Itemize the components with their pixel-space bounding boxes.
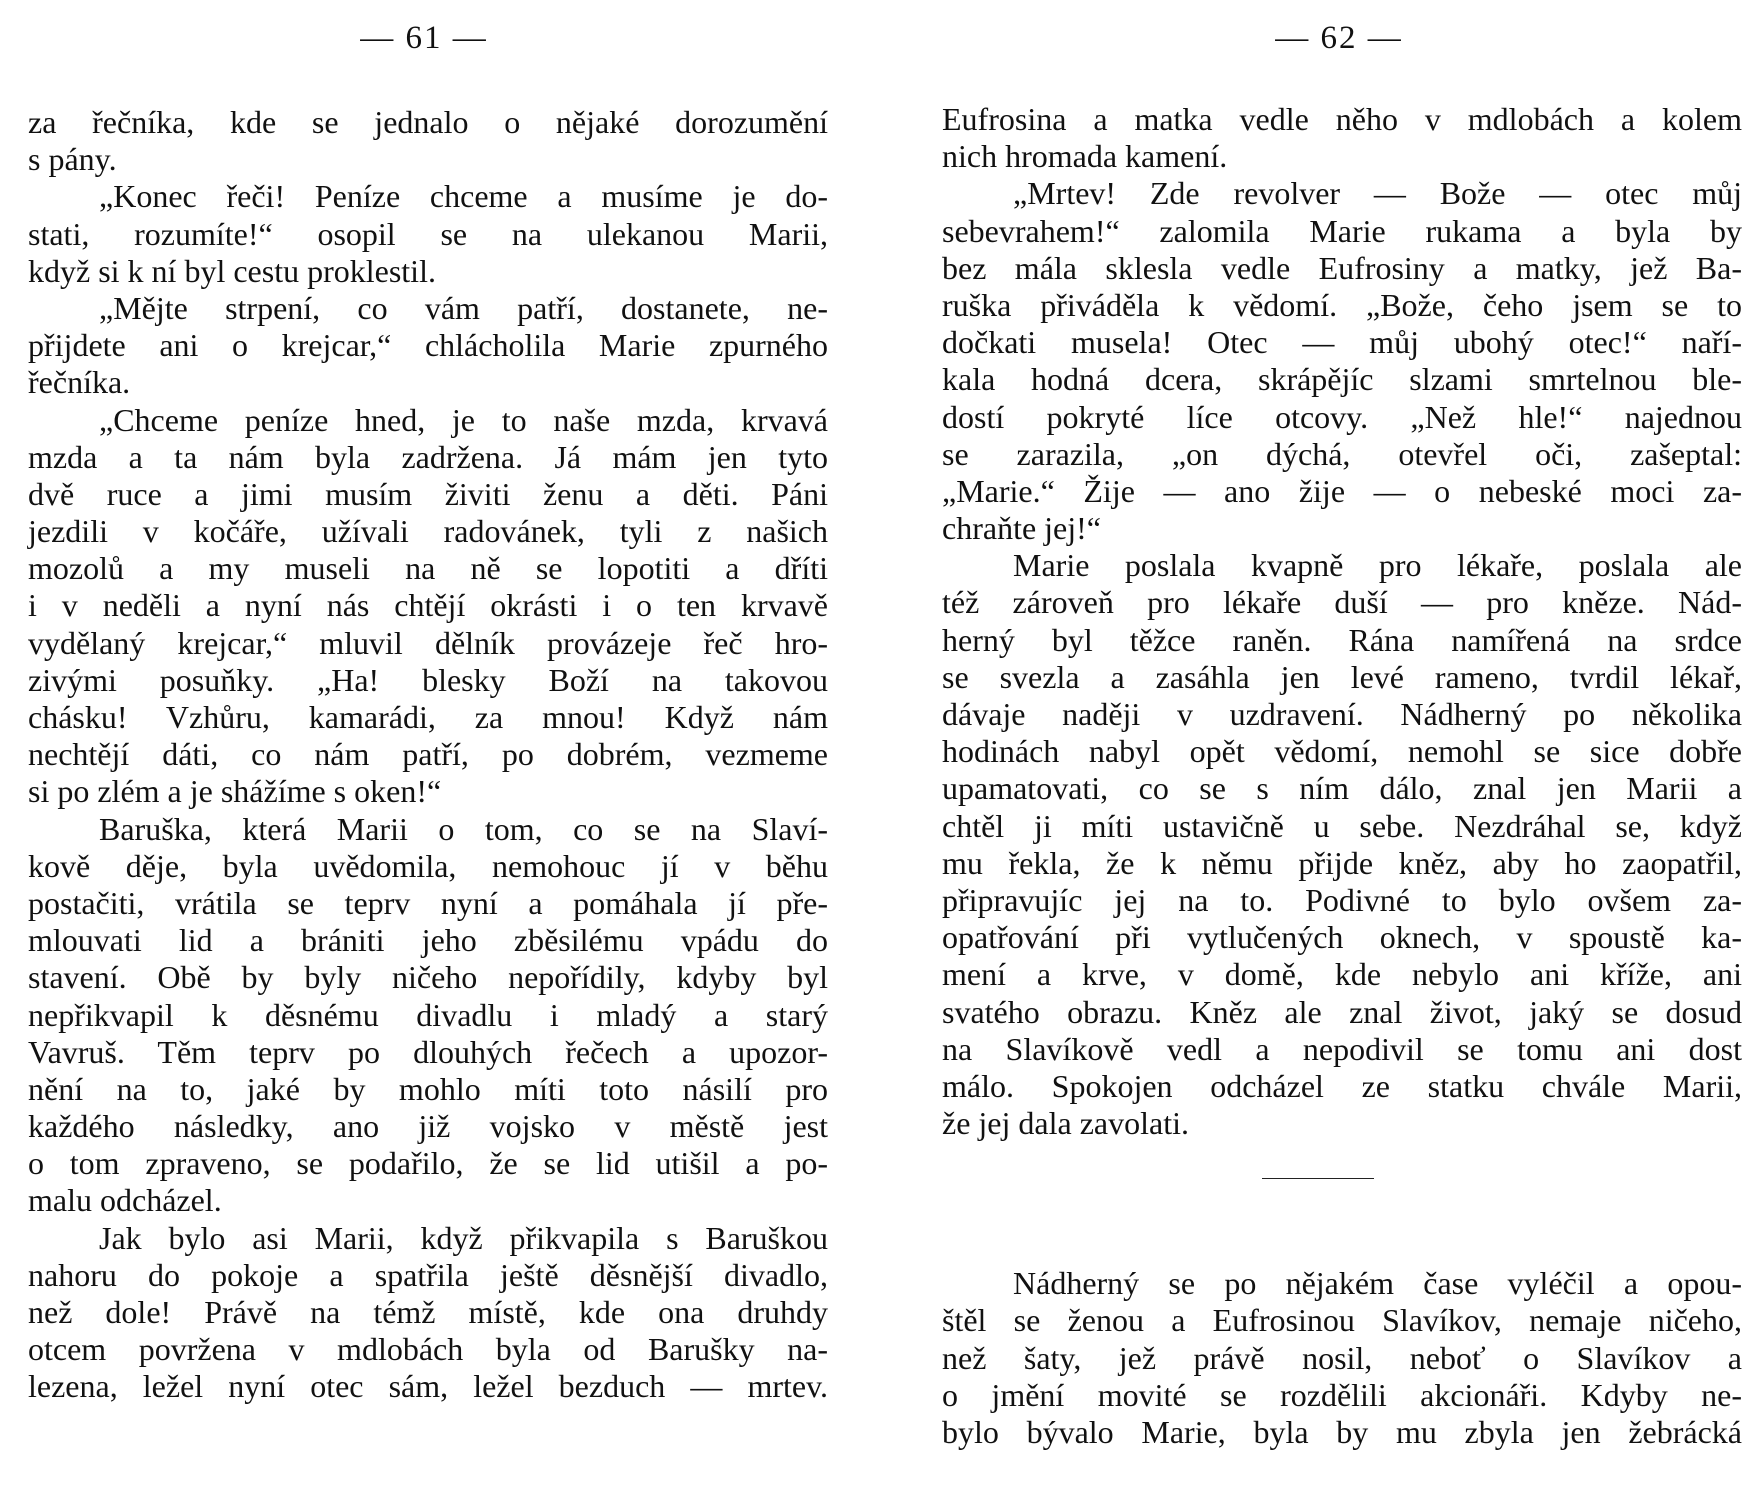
- text-line: „Mrtev! Zde revolver — Bože — otec můj: [1013, 175, 1742, 212]
- text-line: též zároveň pro lékaře duší — pro kněze. Nád-: [942, 584, 1742, 621]
- text-line: mzda a ta nám byla zadržena. Já mám jen tyto: [28, 438, 828, 475]
- text-line: bylo bývalo Marie, byla by mu zbyla jen žebrácká: [942, 1414, 1742, 1450]
- text-line: se svezla a zasáhla jen levé rameno, tvrdil lékař,: [942, 658, 1742, 695]
- text-line: stati, rozumíte!“ osopil se na ulekanou Marii,: [28, 215, 828, 252]
- section-spacer: [942, 1179, 1742, 1265]
- right-page: [942, 0, 1742, 1500]
- text-line: „Marie.“ Žije — ano žije — o nebeské moci za-: [942, 472, 1742, 509]
- text-line: s pány.: [28, 141, 117, 178]
- text-line: hodinách nabyl opět vědomí, nemohl se sice dobře: [942, 733, 1742, 770]
- text-line: chásku! Vzhůru, kamarádi, za mnou! Když nám: [28, 699, 828, 735]
- text-line: herný byl těžce raněn. Rána namířená na srdce: [942, 621, 1742, 658]
- text-line: nění na to, jaké by mohlo míti toto násilí pro: [28, 1070, 828, 1107]
- text-line: málo. Spokojen odcházel ze statku chvále Marii,: [942, 1067, 1742, 1104]
- page-number-left: — 61 —: [360, 20, 488, 56]
- text-line: přijdete ani o krejcar,“ chlácholila Marie zpurného: [28, 327, 828, 364]
- text-line: Baruška, která Marii o tom, co se na Slaví-: [99, 810, 828, 847]
- text-line: bez mála sklesla vedle Eufrosiny a matky, jež Ba-: [942, 249, 1742, 286]
- text-line: řečníka.: [28, 364, 131, 401]
- text-line: vydělaný krejcar,“ mluvil dělník provázeje řeč hro-: [28, 624, 828, 661]
- text-line: když si k ní byl cestu proklestil.: [28, 252, 436, 289]
- text-line: malu odcházel.: [28, 1182, 222, 1219]
- text-line: „Konec řeči! Peníze chceme a musíme je do-: [99, 178, 828, 215]
- text-line: „Mějte strpení, co vám patří, dostanete, ne-: [99, 289, 828, 326]
- text-line: nechtějí dáti, co nám patří, po dobrém, vezmeme: [28, 736, 828, 773]
- text-line: Nádherný se po nějakém čase vyléčil a opou-: [1013, 1265, 1742, 1302]
- text-line: na Slavíkově vedl a nepodivil se tomu ani dost: [942, 1030, 1742, 1067]
- text-line: než dole! Právě na témž místě, kde ona druhdy: [28, 1294, 828, 1330]
- left-page: [28, 0, 828, 1500]
- text-line: „Chceme peníze hned, je to naše mzda, krvavá: [99, 401, 828, 438]
- text-line: opatřování při vytlučených oknech, v spoustě ka-: [942, 919, 1742, 956]
- text-line: ruška přiváděla k vědomí. „Bože, čeho jsem se to: [942, 286, 1742, 323]
- text-line: že jej dala zavolati.: [942, 1105, 1189, 1142]
- text-line: nahoru do pokoje a spatřila ještě děsnější divadlo,: [28, 1256, 828, 1293]
- text-line: kově děje, byla uvědomila, nemohouc jí v běhu: [28, 847, 828, 884]
- text-line: Marie poslala kvapně pro lékaře, poslala ale: [1013, 547, 1742, 584]
- text-line: dočkati musela! Otec — můj ubohý otec!“ naří-: [942, 324, 1742, 361]
- text-line: svatého obrazu. Kněz ale znal život, jaký se dosud: [942, 993, 1742, 1030]
- text-line: připravujíc jej na to. Podivné to bylo ovšem za-: [942, 881, 1742, 918]
- text-line: Vavruš. Těm teprv po dlouhých řečech a upozor-: [28, 1033, 828, 1070]
- text-line: jezdili v kočáře, užívali radovánek, tyli z našich: [28, 513, 828, 550]
- text-line: štěl se ženou a Eufrosinou Slavíkov, nemaje ničeho,: [942, 1302, 1742, 1339]
- text-line: Eufrosina a matka vedle něho v mdlobách a kolem: [942, 101, 1742, 137]
- text-line: o jmění movité se rozdělili akcionáři. Kdyby ne-: [942, 1376, 1742, 1413]
- text-line: i v neděli a nyní nás chtějí okrásti i o ten krvavě: [28, 587, 828, 624]
- text-line: kala hodná dcera, skrápějíc slzami smrtelnou ble-: [942, 361, 1742, 398]
- text-line: mozolů a my museli na ně se lopotiti a dříti: [28, 550, 828, 587]
- right-page-text: [942, 101, 1742, 1451]
- text-line: za řečníka, kde se jednalo o nějaké dorozumění: [28, 104, 828, 140]
- text-line: každého následky, ano již vojsko v městě jest: [28, 1108, 828, 1145]
- text-line: Jak bylo asi Marii, když přikvapila s Baruškou: [99, 1219, 828, 1256]
- text-line: dvě ruce a jimi musím živiti ženu a děti. Páni: [28, 475, 828, 512]
- text-line: se zarazila, „on dýchá, otevřel oči, zašeptal:: [942, 435, 1742, 472]
- text-line: sebevrahem!“ zalomila Marie rukama a byla by: [942, 212, 1742, 249]
- text-line: chtěl ji míti ustavičně u sebe. Nezdráhal se, když: [942, 807, 1742, 844]
- left-page-text: [28, 104, 828, 1406]
- text-line: než šaty, jež právě nosil, neboť o Slavíkov a: [942, 1339, 1742, 1376]
- text-line: stavení. Obě by byly ničeho nepořídily, kdyby byl: [28, 959, 828, 996]
- text-line: zivými posuňky. „Ha! blesky Boží na takovou: [28, 661, 828, 698]
- text-line: mlouvati lid a brániti jeho zběsilému vpádu do: [28, 922, 828, 959]
- text-line: otcem povržena v mdlobách byla od Barušky na-: [28, 1331, 828, 1368]
- text-line: chraňte jej!“: [942, 510, 1101, 547]
- text-line: si po zlém a je shážíme s oken!“: [28, 773, 442, 810]
- text-line: lezena, ležel nyní otec sám, ležel bezduch — mrtev.: [28, 1368, 828, 1405]
- text-line: o tom zpraveno, se podařilo, že se lid utišil a po-: [28, 1145, 828, 1182]
- text-line: mu řekla, že k němu přijde kněz, aby ho zaopatřil,: [942, 844, 1742, 881]
- text-line: nepřikvapil k děsnému divadlu i mladý a starý: [28, 996, 828, 1033]
- text-line: dávaje naději v uzdravení. Nádherný po několika: [942, 696, 1742, 732]
- text-line: nich hromada kamení.: [942, 138, 1228, 175]
- text-line: postačiti, vrátila se teprv nyní a pomáhala jí pře-: [28, 884, 828, 921]
- page-number-right: — 62 —: [1275, 20, 1403, 56]
- text-line: upamatovati, co se s ním dálo, znal jen Marii a: [942, 770, 1742, 807]
- text-line: mení a krve, v domě, kde nebylo ani kříže, ani: [942, 956, 1742, 993]
- text-line: dostí pokryté líce otcovy. „Než hle!“ najednou: [942, 398, 1742, 435]
